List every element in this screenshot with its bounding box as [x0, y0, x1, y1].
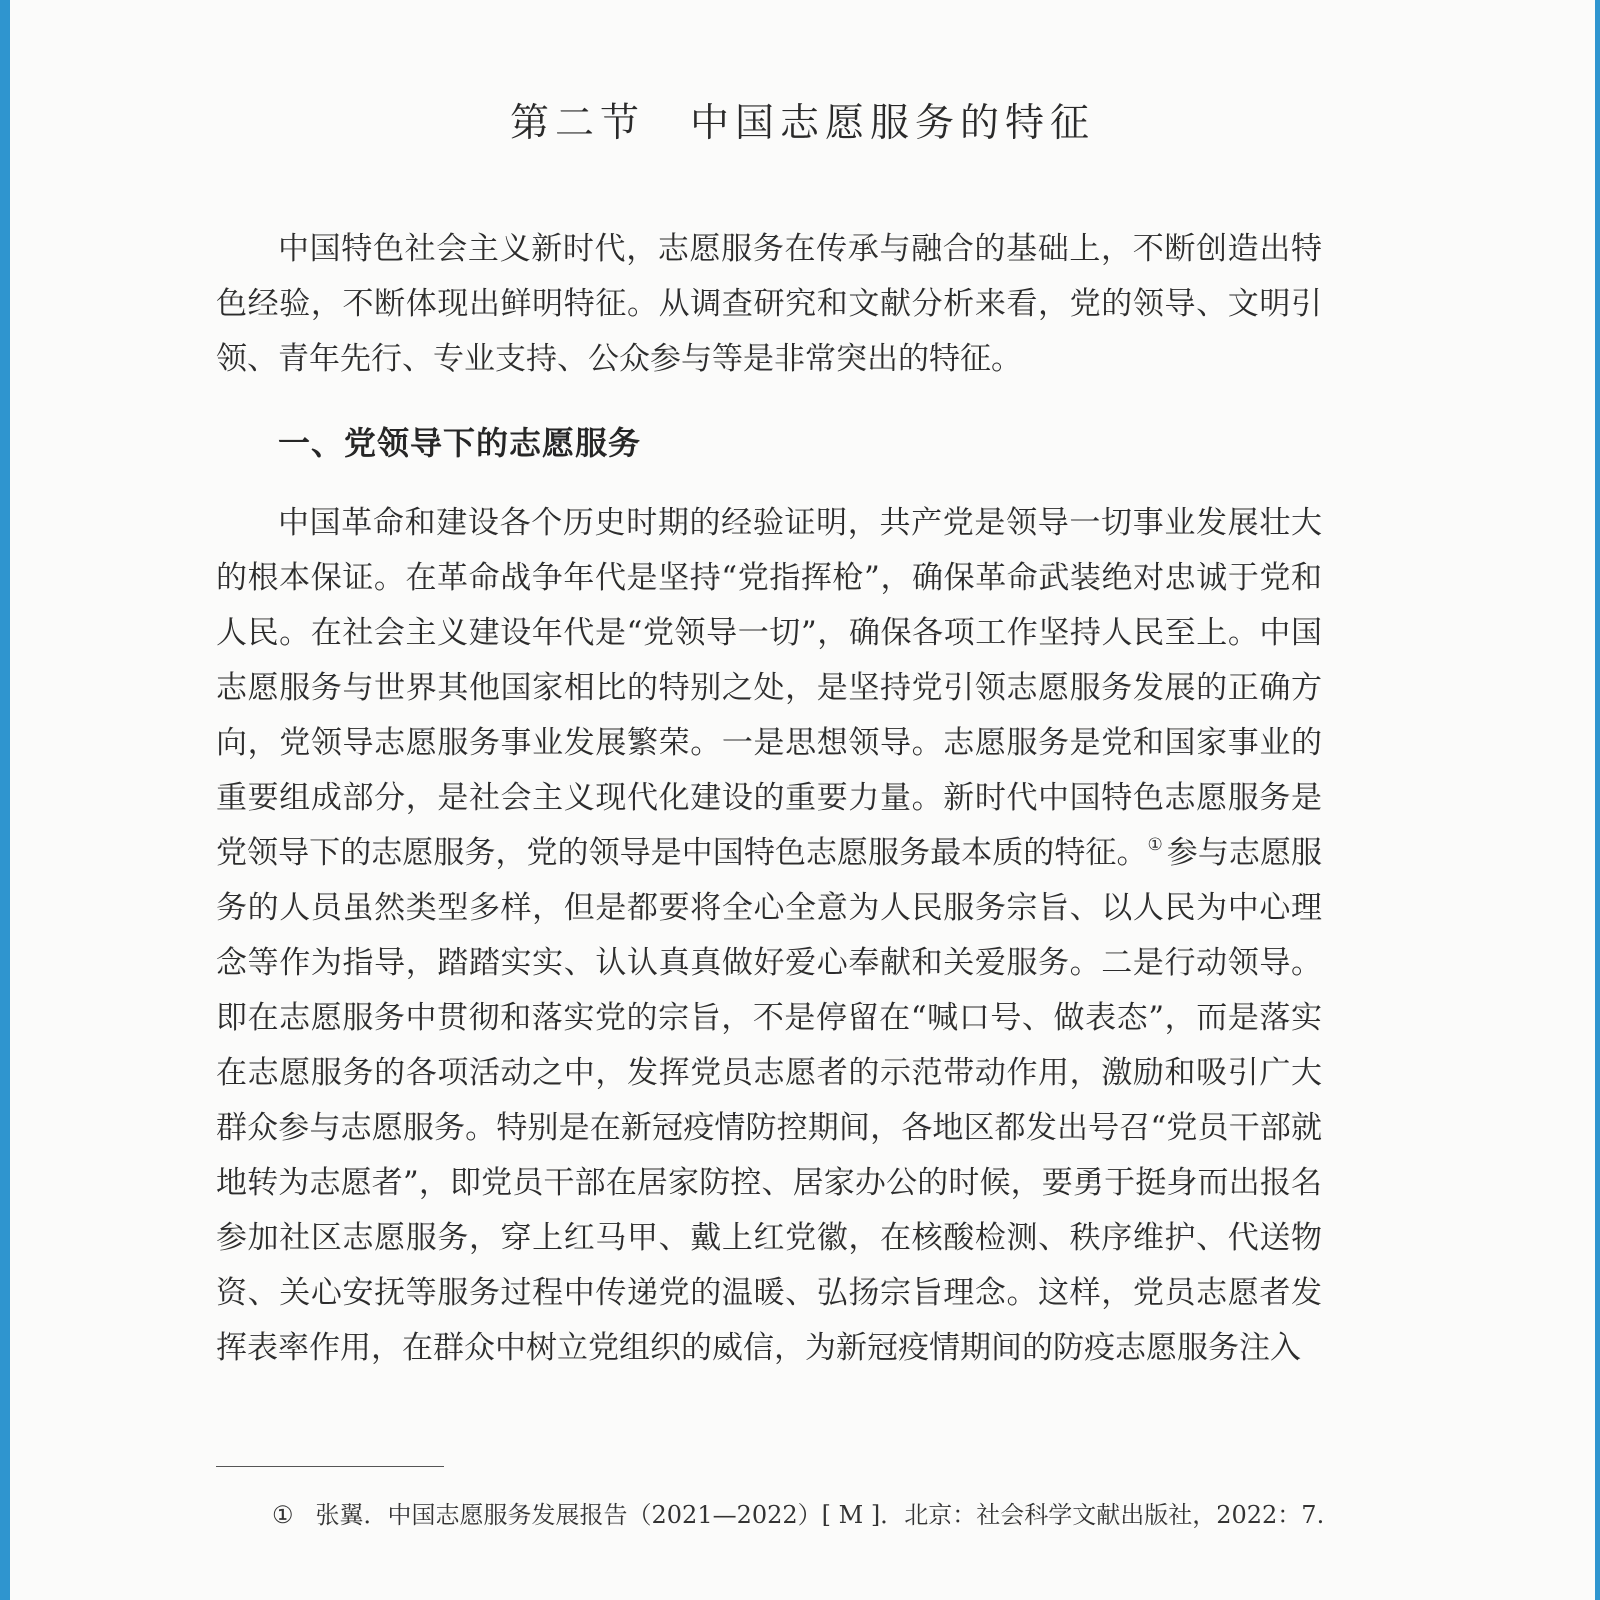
body-text-part1: 中国革命和建设各个历史时期的经验证明，共产党是领导一切事业发展壮大的根本保证。在革命战争年代是坚持“党指挥枪”，确保革命武装绝对忠诚于党和人民。在社会主义建设年代是“党领导一切”，确保各项工作坚持人民至上。中国志愿服务与世界其他国家相比的特别之处，是坚持党引领志愿服务发展的正确方向，党领导志愿服务事业发展繁荣。一是思想领导。志愿服务是党和国家事业的重要组成部分，是社会主义现代化建设的重要力量。新时代中国特色志愿服务是党领导下的志愿服务，党的领导是中国特色志愿服务最本质的特征。 [216, 505, 1322, 871]
footnote-mark: ① [272, 1501, 294, 1529]
intro-paragraph: 中国特色社会主义新时代，志愿服务在传承与融合的基础上，不断创造出特色经验，不断体现出鲜明特征。从调查研究和文献分析来看，党的领导、文明引领、青年先行、专业支持、公众参与等是非常突出的特征。 [216, 231, 1322, 377]
book-page [10, 0, 1595, 1600]
footnote-text: 张翼．中国志愿服务发展报告（2021—2022）[ M ]．北京：社会科学文献出版社，2022：7. [315, 1501, 1325, 1529]
footnote [272, 1495, 1332, 1530]
footnote-reference[interactable]: ① [1147, 835, 1163, 855]
footnote-divider [216, 1466, 444, 1467]
body-paragraph [216, 496, 1322, 1376]
section-title: 第二节 中国志愿服务的特征 [509, 101, 1095, 146]
subsection-heading: 一、党领导下的志愿服务 [278, 424, 642, 462]
body-text-part2: 参与志愿服务的人员虽然类型多样，但是都要将全心全意为人民服务宗旨、以人民为中心理念等作为指导，踏踏实实、认认真真做好爱心奉献和关爱服务。二是行动领导。即在志愿服务中贯彻和落实党的宗旨，不是停留在“喊口号、做表态”，而是落实在志愿服务的各项活动之中，发挥党员志愿者的示范带动作用，激励和吸引广大群众参与志愿服务。特别是在新冠疫情防控期间，各地区都发出号召“党员干部就地转为志愿者”，即党员干部在居家防控、居家办公的时候，要勇于挺身而出报名参加社区志愿服务，穿上红马甲、戴上红党徽，在核酸检测、秩序维护、代送物资、关心安抚等服务过程中传递党的温暖、弘扬宗旨理念。这样，党员志愿者发挥表率作用，在群众中树立党组织的威信，为新冠疫情期间的防疫志愿服务注入 [216, 835, 1322, 1366]
